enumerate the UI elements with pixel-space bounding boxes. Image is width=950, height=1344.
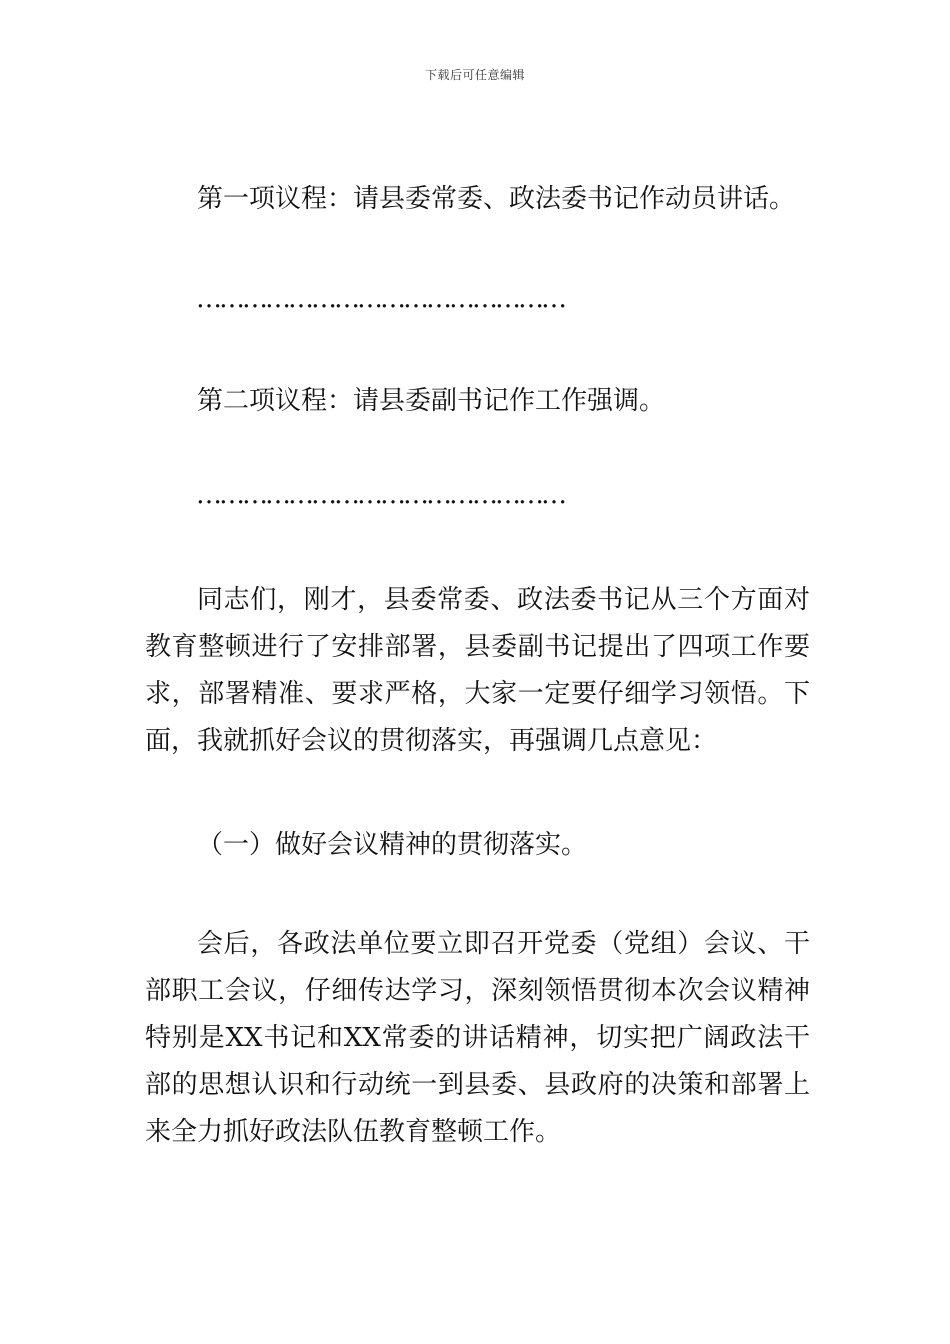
paragraph-opening-text: 同志们，刚才，县委常委、政法委书记从三个方面对教育整顿进行了安排部署，县委副书记提出了四项工作要求，部署精准、要求严格，大家一定要仔细学习领悟。下面，我就抓好会议的贯彻落实，再强调几点意见： bbox=[145, 585, 810, 756]
agenda-item-2: 第二项议程：请县委副书记作工作强调。 bbox=[197, 386, 666, 416]
ellipsis-separator-1: ………………………………………… bbox=[196, 284, 564, 314]
agenda-item-1: 第一项议程：请县委常委、政法委书记作动员讲话。 bbox=[197, 184, 796, 214]
paragraph-implementation bbox=[145, 921, 810, 1156]
ellipsis-separator-2: ………………………………………… bbox=[196, 480, 564, 510]
paragraph-opening bbox=[145, 577, 810, 765]
paragraph-implementation-text: 会后，各政法单位要立即召开党委（党组）会议、干部职工会议，仔细传达学习，深刻领悟贯彻本次会议精神特别是XX书记和XX常委的讲话精神，切实把广阔政法干部的思想认识和行动统一到县委、县政府的决策和部署上来全力抓好政法队伍教育整顿工作。 bbox=[145, 929, 810, 1147]
header-note: 下载后可任意编辑 bbox=[424, 68, 525, 82]
section-heading-1: （一）做好会议精神的贯彻落实。 bbox=[197, 830, 588, 860]
